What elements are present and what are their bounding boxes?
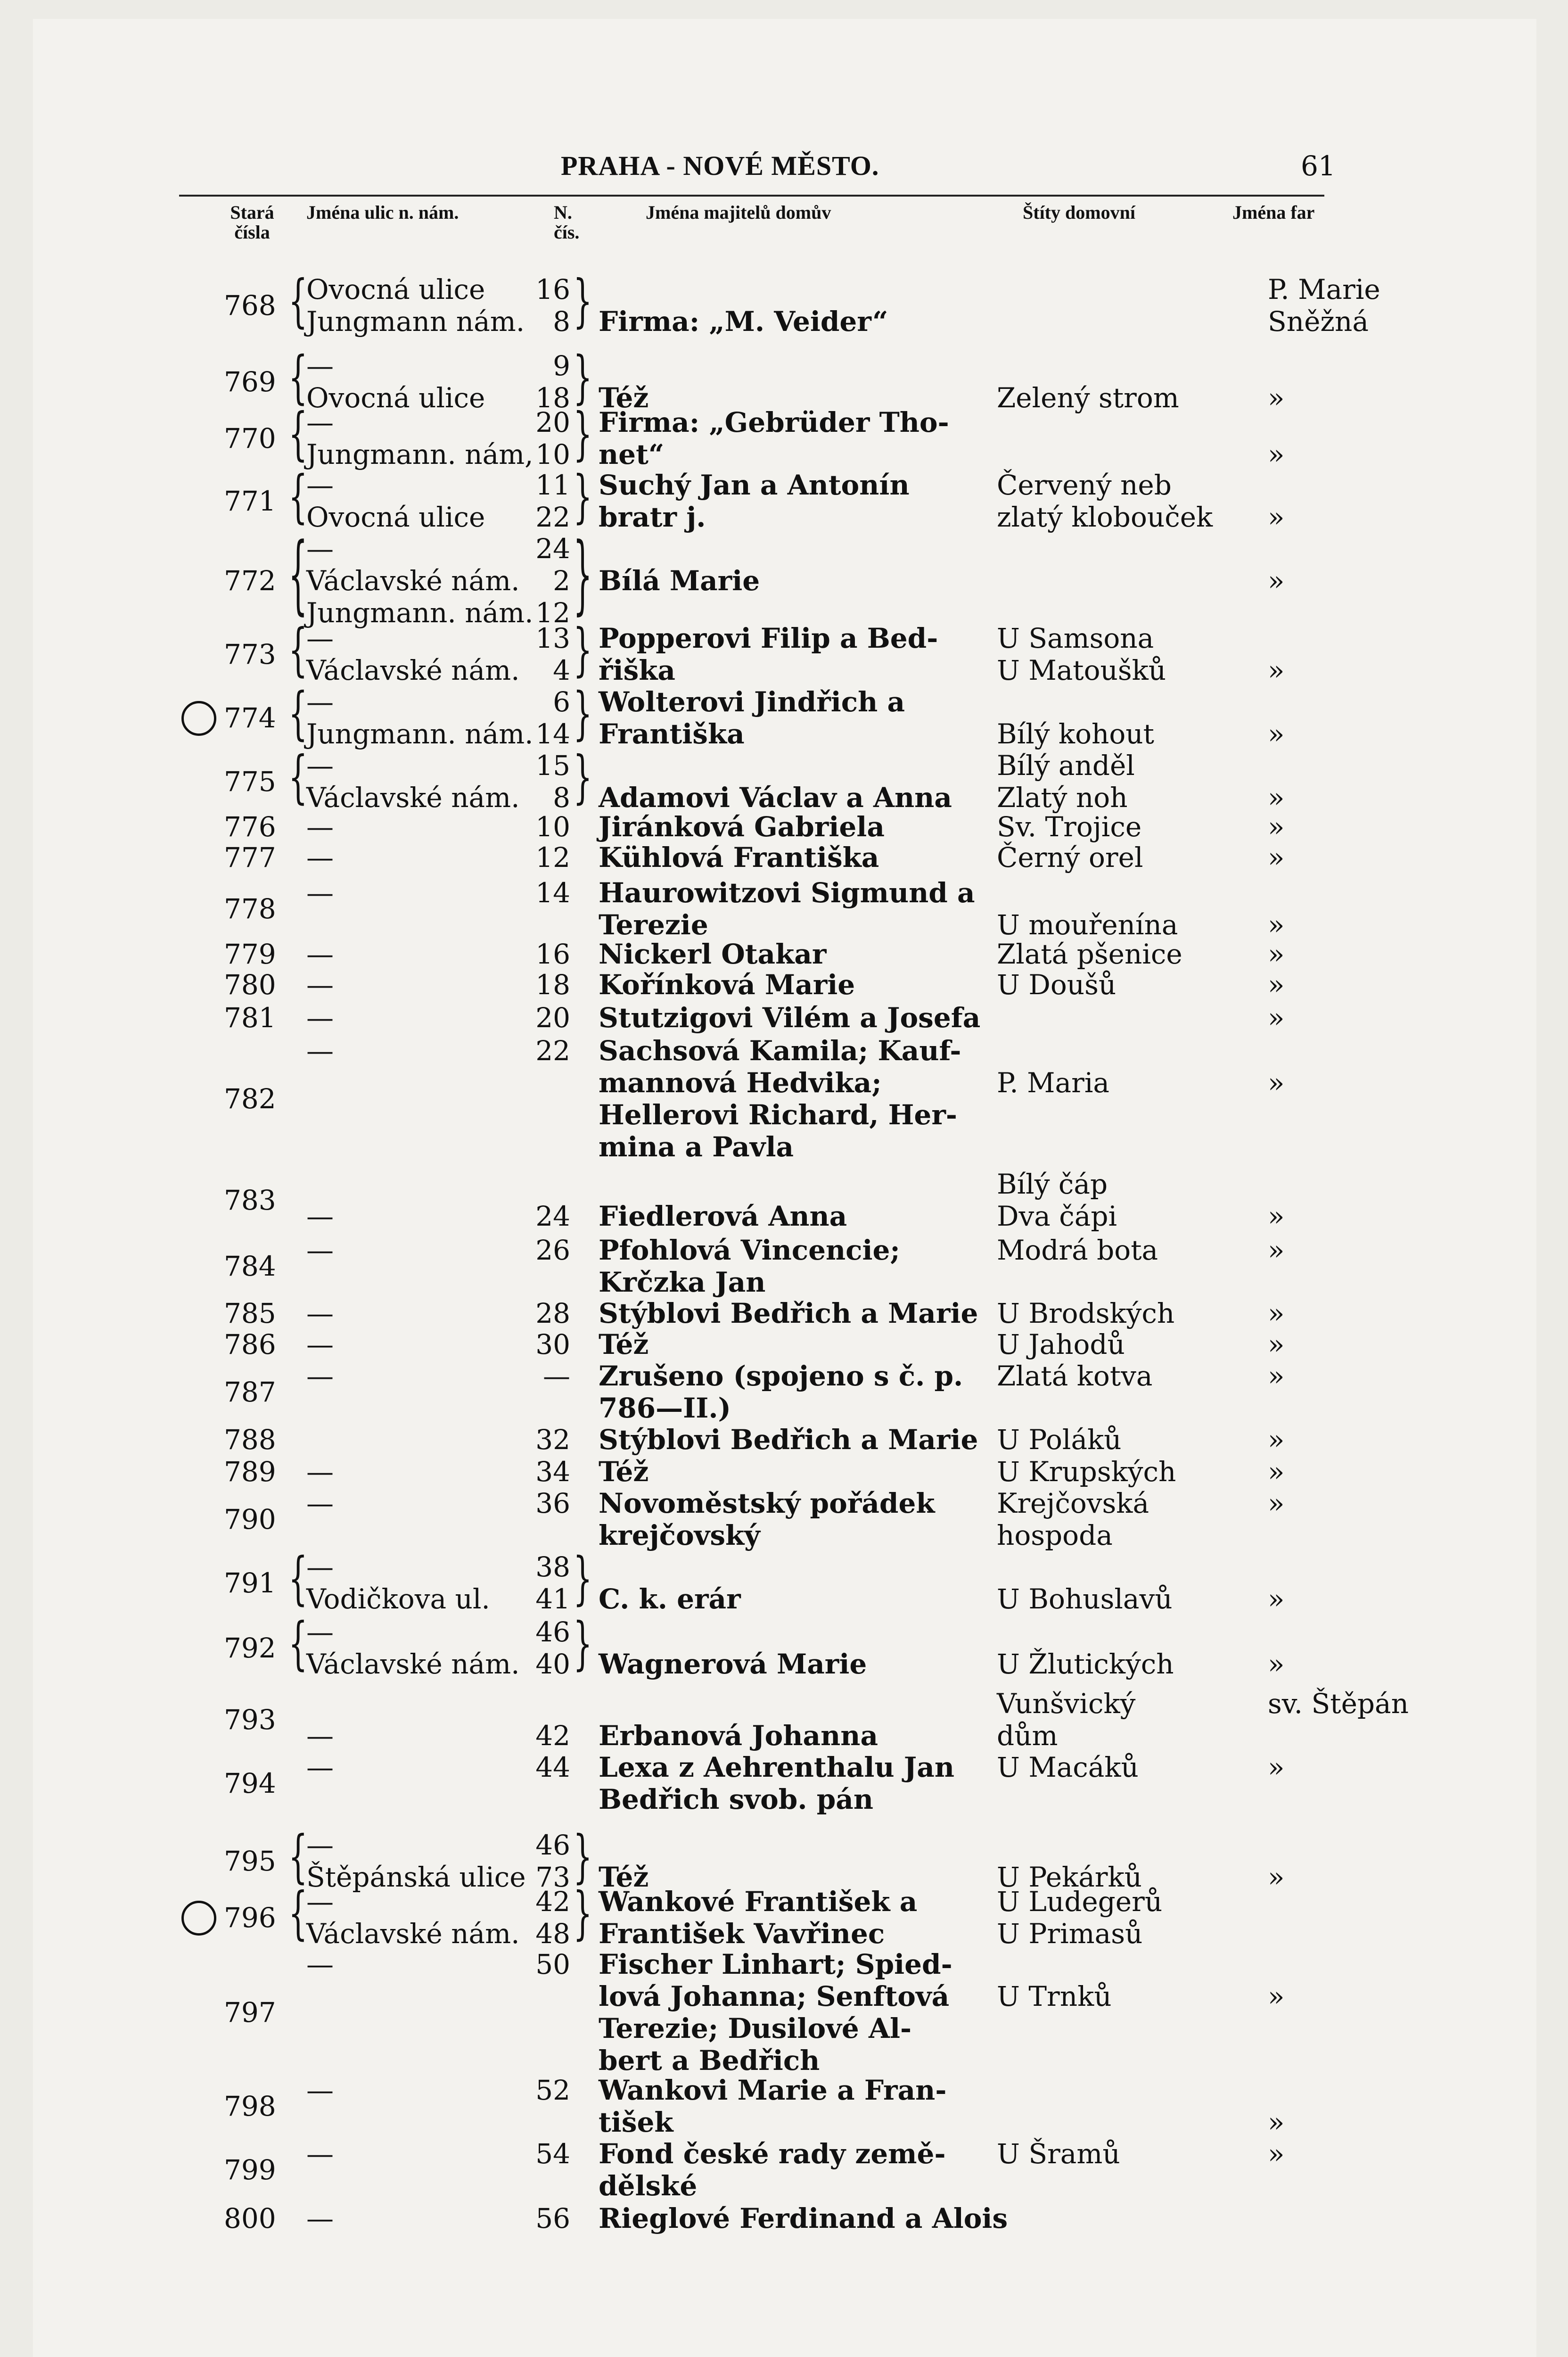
col-streets: Jména ulic n. nám.: [306, 202, 459, 223]
page-number: 61: [1301, 150, 1336, 182]
street-name: —: [306, 1616, 334, 1648]
parish-name: »: [1268, 909, 1285, 941]
number-brace-right: }: [573, 464, 592, 531]
parish-name: »: [1268, 1002, 1285, 1034]
parish-name: »: [1268, 1328, 1285, 1360]
house-number: 10: [535, 811, 570, 843]
parish-name: »: [1268, 1067, 1285, 1099]
parish-name: »: [1268, 1583, 1285, 1615]
house-sign: Bílý kohout: [997, 718, 1154, 750]
owner-name: Adamovi Václav a Anna: [599, 782, 952, 814]
house-sign: Modrá bota: [997, 1234, 1158, 1266]
parish-name: »: [1268, 938, 1285, 970]
house-sign: Zelený strom: [997, 382, 1179, 414]
street-name: Jungmann. nám,: [306, 438, 534, 470]
house-number: 48: [535, 1918, 570, 1950]
house-number: —: [543, 1360, 570, 1392]
house-number: 12: [535, 841, 570, 874]
owner-name: Wankové František a: [599, 1886, 918, 1918]
house-number: 73: [535, 1861, 570, 1893]
number-brace-right: }: [573, 269, 592, 335]
house-number: 54: [535, 2138, 570, 2170]
owner-name: Zrušeno (spojeno s č. p.: [599, 1360, 963, 1392]
house-sign: Vunšvický: [997, 1688, 1136, 1720]
street-name: Ovocná ulice: [306, 273, 485, 305]
house-number: 2: [553, 565, 570, 597]
parish-name: »: [1268, 1297, 1285, 1329]
street-brace-left: {: [288, 526, 308, 625]
parish-name: »: [1268, 1751, 1285, 1783]
page-title: PRAHA - NOVÉ MĚSTO.: [561, 150, 879, 181]
parish-name: »: [1268, 438, 1285, 470]
old-number: 786: [224, 1328, 276, 1360]
house-number: 26: [535, 1234, 570, 1266]
house-sign: U Šramů: [997, 2138, 1120, 2170]
street-name: —: [306, 350, 334, 382]
old-number: 787: [224, 1376, 276, 1408]
house-number: 52: [535, 2074, 570, 2106]
house-sign: U Bohuslavů: [997, 1583, 1173, 1615]
owner-name: Terezie; Dusilové Al-: [599, 2012, 912, 2044]
old-number: 784: [224, 1250, 276, 1282]
house-number: 20: [535, 406, 570, 438]
old-number: 768: [224, 289, 276, 321]
house-sign: Bílý anděl: [997, 750, 1135, 782]
number-brace-right: }: [573, 1611, 592, 1678]
street-name: —: [306, 750, 334, 782]
owner-name: Též: [599, 1328, 649, 1360]
old-number: 778: [224, 893, 276, 925]
owner-name: bratr j.: [599, 501, 706, 533]
house-number: 32: [535, 1424, 570, 1456]
owner-name: Wankovi Marie a Fran-: [599, 2074, 947, 2106]
parish-name: »: [1268, 1861, 1285, 1893]
old-number: 779: [224, 938, 276, 970]
owner-name: Stutzigovi Vilém a Josefa: [599, 1002, 981, 1034]
house-number: 16: [535, 938, 570, 970]
old-number: 776: [224, 811, 276, 843]
street-name: —: [306, 1360, 334, 1392]
old-number: 788: [224, 1424, 276, 1456]
old-number: 780: [224, 969, 276, 1001]
street-name: —: [306, 1297, 334, 1329]
house-number: 8: [553, 305, 570, 338]
house-sign: P. Maria: [997, 1067, 1109, 1099]
owner-name: Sachsová Kamila; Kauf-: [599, 1035, 961, 1067]
owner-name: Erbanová Johanna: [599, 1720, 878, 1752]
street-name: —: [306, 2138, 334, 2170]
house-number: 22: [535, 501, 570, 533]
street-name: —: [306, 2074, 334, 2106]
number-brace-right: }: [573, 345, 592, 412]
street-brace-left: {: [288, 1824, 308, 1891]
street-brace-left: {: [288, 681, 308, 748]
col-parishes: Jména far: [1232, 202, 1315, 223]
street-name: Štěpánská ulice: [306, 1861, 526, 1893]
number-brace-right: }: [573, 1881, 592, 1947]
street-name: Jungmann. nám.: [306, 718, 534, 750]
street-name: —: [306, 841, 334, 874]
old-number: 792: [224, 1632, 276, 1664]
house-number: 9: [553, 350, 570, 382]
page-header: [179, 150, 1336, 195]
street-name: —: [306, 938, 334, 970]
owner-name: mannová Hedvika;: [599, 1067, 882, 1099]
street-name: —: [306, 622, 334, 654]
owner-name: Františka: [599, 718, 745, 750]
house-number: 6: [553, 686, 570, 718]
parish-name: »: [1268, 718, 1285, 750]
street-name: Jungmann. nám.: [306, 597, 534, 629]
street-name: Vodičkova ul.: [306, 1583, 490, 1615]
street-name: —: [306, 1200, 334, 1232]
street-name: Václavské nám.: [306, 782, 520, 814]
street-name: —: [306, 2202, 334, 2234]
house-sign: dům: [997, 1720, 1058, 1752]
owner-name: Krčzka Jan: [599, 1266, 766, 1298]
parish-name: »: [1268, 2138, 1285, 2170]
house-number: 40: [535, 1648, 570, 1680]
old-number: 789: [224, 1456, 276, 1488]
street-name: —: [306, 1002, 334, 1034]
number-brace-right: }: [573, 681, 592, 748]
old-number: 769: [224, 366, 276, 398]
house-number: 38: [535, 1551, 570, 1583]
house-number: 34: [535, 1456, 570, 1488]
street-name: —: [306, 406, 334, 438]
number-brace-right: }: [573, 1546, 592, 1613]
old-number: 774: [224, 702, 276, 734]
owner-name: Bílá Marie: [599, 565, 760, 597]
house-number: 44: [535, 1751, 570, 1783]
owner-name: Kořínková Marie: [599, 969, 855, 1001]
house-number: 42: [535, 1886, 570, 1918]
parish-name: »: [1268, 1487, 1285, 1519]
street-name: —: [306, 1720, 334, 1752]
house-sign: U Matoušků: [997, 654, 1166, 686]
house-number: 18: [535, 382, 570, 414]
street-brace-left: {: [288, 464, 308, 531]
house-number: 16: [535, 273, 570, 305]
street-name: —: [306, 1456, 334, 1488]
parish-name: »: [1268, 1424, 1285, 1456]
old-number: 783: [224, 1184, 276, 1216]
house-number: 41: [535, 1583, 570, 1615]
street-name: —: [306, 1751, 334, 1783]
col-new-numbers: N. čís.: [554, 202, 580, 243]
owner-name: Fond české rady země-: [599, 2138, 946, 2170]
street-brace-left: {: [288, 1546, 308, 1613]
street-brace-left: {: [288, 618, 308, 684]
old-number: 791: [224, 1567, 276, 1599]
street-brace-left: {: [288, 402, 308, 468]
house-sign: U Primasů: [997, 1918, 1143, 1950]
owner-name: C. k. erár: [599, 1583, 741, 1615]
house-number: 22: [535, 1035, 570, 1067]
house-sign: U Žlutických: [997, 1648, 1174, 1680]
circle-mark-796: [181, 1901, 216, 1936]
parish-name: Sněžná: [1268, 305, 1369, 338]
house-number: 20: [535, 1002, 570, 1034]
owner-name: net“: [599, 438, 665, 470]
old-number: 790: [224, 1503, 276, 1535]
parish-name: »: [1268, 501, 1285, 533]
house-sign: Dva čápi: [997, 1200, 1117, 1232]
house-number: 13: [535, 622, 570, 654]
owner-name: tišek: [599, 2106, 673, 2138]
old-number: 773: [224, 638, 276, 670]
street-name: —: [306, 686, 334, 718]
house-sign: U Doušů: [997, 969, 1116, 1001]
street-brace-left: {: [288, 745, 308, 811]
owner-name: krejčovský: [599, 1519, 760, 1551]
col-owners: Jména majitelů domův: [646, 202, 831, 223]
street-name: —: [306, 533, 334, 565]
street-name: —: [306, 1035, 334, 1067]
owner-name: Popperovi Filip a Bed-: [599, 622, 938, 654]
parish-name: »: [1268, 2106, 1285, 2138]
house-sign: U mouřenína: [997, 909, 1178, 941]
old-number: 795: [224, 1845, 276, 1877]
house-sign: U Poláků: [997, 1424, 1122, 1456]
house-number: 28: [535, 1297, 570, 1329]
house-number: 8: [553, 782, 570, 814]
street-name: —: [306, 1551, 334, 1583]
house-sign: hospoda: [997, 1519, 1113, 1551]
old-number: 793: [224, 1704, 276, 1736]
house-sign: Zlatá kotva: [997, 1360, 1153, 1392]
house-sign: Zlatý noh: [997, 782, 1128, 814]
owner-name: Též: [599, 1861, 649, 1893]
owner-name: Fischer Linhart; Spied-: [599, 1948, 952, 1980]
owner-name: Stýblovi Bedřich a Marie: [599, 1424, 978, 1456]
street-name: —: [306, 469, 334, 501]
col-old-numbers: Stará čísla: [230, 202, 274, 243]
street-name: —: [306, 877, 334, 909]
parish-name: »: [1268, 811, 1285, 843]
house-sign: U Krupských: [997, 1456, 1176, 1488]
street-name: Václavské nám.: [306, 654, 520, 686]
old-number: 800: [224, 2202, 276, 2234]
old-number: 781: [224, 1002, 276, 1034]
house-number: 12: [535, 597, 570, 629]
house-number: 50: [535, 1948, 570, 1980]
house-sign: U Jahodů: [997, 1328, 1125, 1360]
owner-name: Suchý Jan a Antonín: [599, 469, 910, 501]
house-number: 14: [535, 877, 570, 909]
number-brace-right: }: [573, 1824, 592, 1891]
house-number: 46: [535, 1829, 570, 1861]
parish-name: »: [1268, 969, 1285, 1001]
street-name: Václavské nám.: [306, 1918, 520, 1950]
owner-name: 786—II.): [599, 1392, 731, 1424]
house-number: 42: [535, 1720, 570, 1752]
owner-name: Firma: „M. Veider“: [599, 305, 888, 338]
house-number: 4: [553, 654, 570, 686]
owner-name: dělské: [599, 2170, 698, 2202]
house-sign: Krejčovská: [997, 1487, 1149, 1519]
old-number: 796: [224, 1902, 276, 1934]
number-brace-right: }: [573, 745, 592, 811]
street-name: —: [306, 1234, 334, 1266]
house-sign: U Ludegerů: [997, 1886, 1163, 1918]
house-sign: U Trnků: [997, 1980, 1112, 2012]
owner-name: Hellerovi Richard, Her-: [599, 1099, 957, 1131]
house-sign: Zlatá pšenice: [997, 938, 1182, 970]
street-name: Václavské nám.: [306, 565, 520, 597]
old-number: 772: [224, 565, 276, 597]
street-name: —: [306, 969, 334, 1001]
old-number: 798: [224, 2090, 276, 2122]
owner-name: bert a Bedřich: [599, 2044, 820, 2077]
street-name: —: [306, 1487, 334, 1519]
house-number: 24: [535, 1200, 570, 1232]
house-number: 18: [535, 969, 570, 1001]
owner-name: Lexa z Aehrenthalu Jan: [599, 1751, 954, 1783]
house-number: 15: [535, 750, 570, 782]
house-number: 14: [535, 718, 570, 750]
owner-name: Fiedlerová Anna: [599, 1200, 847, 1232]
parish-name: »: [1268, 654, 1285, 686]
street-name: —: [306, 1829, 334, 1861]
house-number: 24: [535, 533, 570, 565]
col-signs: Štíty domovní: [1023, 202, 1135, 223]
street-name: Ovocná ulice: [306, 501, 485, 533]
owner-name: Terezie: [599, 909, 708, 941]
house-number: 30: [535, 1328, 570, 1360]
parish-name: »: [1268, 1456, 1285, 1488]
house-sign: Černý orel: [997, 841, 1143, 874]
street-name: —: [306, 1948, 334, 1980]
parish-name: »: [1268, 1200, 1285, 1232]
owner-name: Jiránková Gabriela: [599, 811, 885, 843]
house-sign: U Samsona: [997, 622, 1154, 654]
owner-name: František Vavřinec: [599, 1918, 885, 1950]
street-name: Ovocná ulice: [306, 382, 485, 414]
street-brace-left: {: [288, 1611, 308, 1678]
owner-name: Též: [599, 1456, 649, 1488]
old-number: 771: [224, 485, 276, 517]
house-sign: U Macáků: [997, 1751, 1139, 1783]
house-sign: zlatý klobouček: [997, 501, 1213, 533]
house-sign: Sv. Trojice: [997, 811, 1142, 843]
house-number: 56: [535, 2202, 570, 2234]
parish-name: »: [1268, 1360, 1285, 1392]
circle-mark-774: [181, 701, 216, 736]
street-name: Jungmann nám.: [306, 305, 525, 338]
owner-name: Bedřich svob. pán: [599, 1783, 874, 1815]
header-rule: [179, 195, 1324, 197]
old-number: 797: [224, 1996, 276, 2028]
parish-name: »: [1268, 782, 1285, 814]
owner-name: řiška: [599, 654, 676, 686]
parish-name: »: [1268, 565, 1285, 597]
owner-name: Nickerl Otakar: [599, 938, 827, 970]
number-brace-right: }: [573, 402, 592, 468]
street-name: —: [306, 1328, 334, 1360]
parish-name: »: [1268, 1648, 1285, 1680]
parish-name: P. Marie: [1268, 273, 1380, 305]
owner-name: Wagnerová Marie: [599, 1648, 867, 1680]
old-number: 785: [224, 1297, 276, 1329]
street-brace-left: {: [288, 1881, 308, 1947]
house-sign: U Brodských: [997, 1297, 1175, 1329]
street-name: Václavské nám.: [306, 1648, 520, 1680]
street-name: —: [306, 811, 334, 843]
old-number: 782: [224, 1083, 276, 1115]
house-number: 11: [535, 469, 570, 501]
parish-name: »: [1268, 1980, 1285, 2012]
house-sign: U Pekárků: [997, 1861, 1142, 1893]
house-number: 10: [535, 438, 570, 470]
street-brace-left: {: [288, 269, 308, 335]
owner-name: Pfohlová Vincencie;: [599, 1234, 900, 1266]
old-number: 777: [224, 841, 276, 874]
street-name: —: [306, 1886, 334, 1918]
owner-name: Kühlová Františka: [599, 841, 879, 874]
house-number: 36: [535, 1487, 570, 1519]
owner-name: Rieglové Ferdinand a Alois: [599, 2202, 1008, 2234]
owner-name: Též: [599, 382, 649, 414]
old-number: 775: [224, 766, 276, 798]
old-number: 799: [224, 2154, 276, 2186]
owner-name: Firma: „Gebrüder Tho-: [599, 406, 949, 438]
house-number: 46: [535, 1616, 570, 1648]
owner-name: Haurowitzovi Sigmund a: [599, 877, 975, 909]
number-brace-right: }: [573, 618, 592, 684]
house-sign: Červený neb: [997, 469, 1172, 501]
owner-name: lová Johanna; Senftová: [599, 1980, 950, 2012]
old-number: 770: [224, 422, 276, 454]
parish-name: »: [1268, 841, 1285, 874]
number-brace-right: }: [573, 526, 592, 625]
parish-name: »: [1268, 382, 1285, 414]
house-sign: Bílý čáp: [997, 1168, 1108, 1200]
owner-name: Wolterovi Jindřich a: [599, 686, 905, 718]
parish-name: »: [1268, 1234, 1285, 1266]
owner-name: Novoměstský pořádek: [599, 1487, 935, 1519]
parish-name: sv. Štěpán: [1268, 1688, 1409, 1720]
owner-name: mina a Pavla: [599, 1131, 794, 1163]
street-brace-left: {: [288, 345, 308, 412]
owner-name: Stýblovi Bedřich a Marie: [599, 1297, 978, 1329]
old-number: 794: [224, 1767, 276, 1799]
